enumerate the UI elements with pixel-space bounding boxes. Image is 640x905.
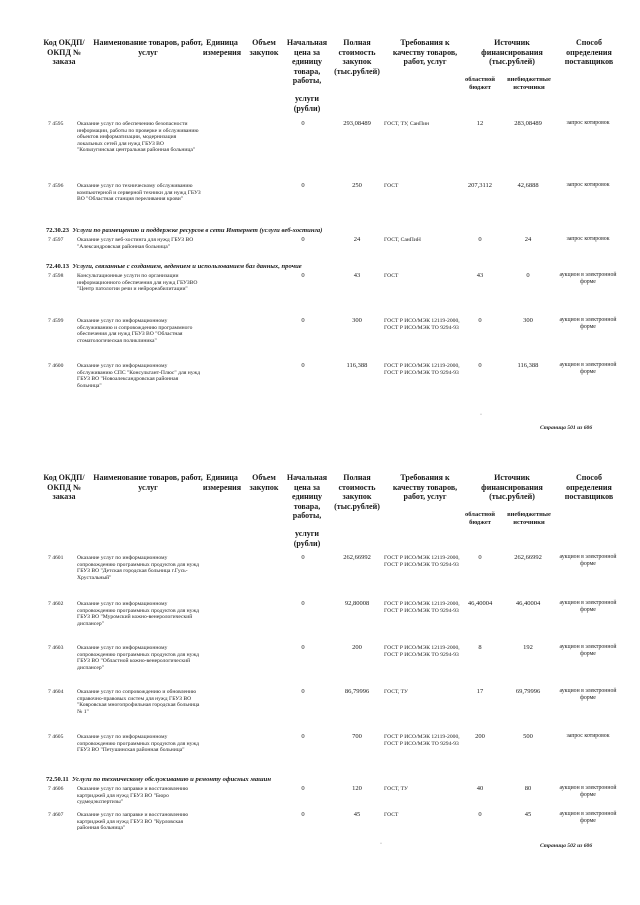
procurement-method: аукцион в электронной форме — [559, 785, 617, 798]
section-title: Услуги по техническому обслуживанию и ремонту офисных машин — [72, 776, 272, 783]
order-number: 7 4599 — [48, 318, 64, 324]
unit-price: 0 — [301, 733, 305, 740]
regional-budget: 0 — [478, 362, 482, 369]
unit-price: 0 — [301, 182, 305, 189]
unit-price: 0 — [301, 272, 305, 279]
item-description: Оказание услуг по заправке и восстановлению картриджей для нужд ГБУЗ ВО "Курловская районная больница" — [77, 812, 189, 832]
regional-budget: 207,3112 — [467, 182, 493, 189]
total-cost: 43 — [353, 272, 361, 279]
unit-price: 0 — [301, 785, 305, 792]
item-description: Оказание услуг по информационному сопровождению программных продуктов для нужд ГБУЗ ВО "Петушинская районная больница" — [77, 734, 200, 754]
header-unit: Единица измерения — [202, 473, 242, 492]
quality-requirement: ГОСТ — [384, 812, 399, 818]
extra-budget: 262,66992 — [514, 554, 542, 561]
header-quality: Требования к качеству товаров, работ, услуг — [392, 38, 458, 66]
header-code: Код ОКДП/ ОКПД № заказа — [43, 38, 85, 66]
total-cost: 262,66992 — [343, 554, 371, 561]
total-cost: 293,08489 — [343, 120, 371, 127]
order-number: 7 4597 — [48, 237, 64, 243]
total-cost: 86,79996 — [344, 688, 370, 695]
quality-requirement: ГОСТ Р ИСО/МЭК 12119-2000, ГОСТ Р ИСО/МЭК ТО 9294-93 — [384, 645, 460, 658]
regional-budget: 46,40004 — [467, 600, 493, 607]
header-budget: областной бюджет — [464, 511, 496, 526]
header-source: Источник финансирования (тыс.рублей) — [481, 473, 543, 501]
order-number: 7 4605 — [48, 734, 64, 740]
regional-budget: 43 — [476, 272, 484, 279]
header-source: Источник финансирования (тыс.рублей) — [481, 38, 543, 66]
quality-requirement: ГОСТ, ТУ — [384, 786, 408, 792]
header-price: Начальная цена за единицу товара, работы, — [286, 38, 328, 85]
procurement-method: запрос котировок — [566, 120, 610, 126]
procurement-method: аукцион в электронной форме — [559, 644, 617, 657]
total-cost: 250 — [352, 182, 362, 189]
total-cost: 300 — [352, 317, 362, 324]
order-number: 7 4600 — [48, 363, 64, 369]
header-volume: Объем закупок — [249, 38, 279, 57]
procurement-method: аукцион в электронной форме — [559, 600, 617, 613]
procurement-method: аукцион в электронной форме — [559, 272, 617, 285]
regional-budget: 40 — [476, 785, 484, 792]
header-extra: внебюджетные источники — [507, 76, 551, 91]
header-price-unit: услуги (рубли) — [293, 94, 321, 113]
section-heading — [46, 263, 302, 271]
section-title: Услуги, связанные с созданием, ведением и использованием баз данных, прочие — [72, 263, 302, 270]
extra-budget: 500 — [523, 733, 533, 740]
unit-price: 0 — [301, 362, 305, 369]
order-number: 7 4601 — [48, 555, 64, 561]
header-volume: Объем закупок — [249, 473, 279, 492]
procurement-method: аукцион в электронной форме — [559, 317, 617, 330]
header-price-unit: услуги (рубли) — [293, 529, 321, 548]
total-cost: 700 — [352, 733, 362, 740]
extra-budget: 80 — [524, 785, 532, 792]
regional-budget: 0 — [478, 811, 482, 818]
extra-budget: 42,6888 — [517, 182, 539, 189]
regional-budget: 200 — [475, 733, 485, 740]
quality-requirement: ГОСТ Р ИСО/МЭК 12119-2000, ГОСТ Р ИСО/МЭК ТО 9294-93 — [384, 318, 460, 331]
item-description: Оказание услуг по сопровождению и обновлению справочно-правовых систем для нужд ГБУЗ ВО "Ковровская многопрофильная городская больница № 1" — [77, 689, 200, 715]
quality-requirement: ГОСТ — [384, 273, 399, 279]
extra-budget: 46,40004 — [515, 600, 541, 607]
total-cost: 120 — [352, 785, 362, 792]
total-cost: 24 — [353, 236, 361, 243]
section-title: Услуги по размещению и поддержке ресурсов в сети Интернет (услуги веб-хостинга) — [72, 227, 323, 234]
page-footer: Страница 502 из 606 — [540, 843, 593, 849]
unit-price: 0 — [301, 236, 305, 243]
item-description: Оказание услуг по информационному обслуживанию и сопровождению программного обеспечения для нужд ГБУЗ ВО "Областная стоматологическая поликлиника" — [77, 318, 193, 344]
extra-budget: 69,79996 — [515, 688, 541, 695]
header-method: Способ определения поставщиков — [564, 38, 614, 66]
extra-budget: 45 — [524, 811, 532, 818]
document-page-502 — [0, 455, 640, 905]
order-number: 7 4602 — [48, 601, 64, 607]
quality-requirement: ГОСТ, ТУ, СанПин — [384, 121, 430, 127]
procurement-method: запрос котировок — [566, 182, 610, 188]
quality-requirement: ГОСТ, ТУ — [384, 689, 408, 695]
header-price: Начальная цена за единицу товара, работы, — [286, 473, 328, 520]
page-footer: Страница 501 из 606 — [540, 425, 593, 431]
section-code: 72.50.11 — [46, 776, 69, 783]
total-cost: 45 — [353, 811, 361, 818]
section-code: 72.40.13 — [46, 263, 70, 270]
item-description: Консультационные услуги по организации информационного обеспечения для нужд ГБУЗВО "Центр патологии речи и нейрореабилитации" — [77, 273, 198, 293]
header-code: Код ОКДП/ ОКПД № заказа — [43, 473, 85, 501]
total-cost: 200 — [352, 644, 362, 651]
item-description: Оказание услуг по заправке и восстановлению картриджей для нужд ГБУЗ ВО "Бюро судмедэкспертизы" — [77, 786, 189, 806]
header-name: Наименование товаров, работ, услуг — [93, 38, 203, 57]
regional-budget: 12 — [476, 120, 484, 127]
order-number: 7 4595 — [48, 121, 64, 127]
header-total: Полная стоимость закупок (тыс.рублей) — [334, 38, 380, 76]
quality-requirement: ГОСТ Р ИСО/МЭК 12119-2000, ГОСТ Р ИСО/МЭК ТО 9294-93 — [384, 734, 460, 747]
scan-mark: · — [480, 412, 482, 418]
section-code: 72.30.23 — [46, 227, 70, 234]
extra-budget: 24 — [524, 236, 532, 243]
item-description: Оказание услуг по техническому обслуживанию компьютерной и серверной техники для нужд ГБУЗ ВО "Областная станция переливания крови" — [77, 183, 201, 203]
document-page-501 — [0, 0, 640, 440]
item-description: Оказание услуг веб-хостинга для нужд ГБУЗ ВО "Александровская районная больница" — [77, 237, 194, 250]
unit-price: 0 — [301, 317, 305, 324]
extra-budget: 0 — [526, 272, 530, 279]
item-description: Оказание услуг по информационному обслуживанию СПС "Консультант-Плюс" для нужд ГБУЗ ВО "Новоалександровская районная больница" — [77, 363, 201, 389]
procurement-method: аукцион в электронной форме — [559, 554, 617, 567]
header-unit: Единица измерения — [202, 38, 242, 57]
procurement-method: аукцион в электронной форме — [559, 362, 617, 375]
total-cost: 92,80008 — [344, 600, 370, 607]
extra-budget: 283,08489 — [514, 120, 542, 127]
order-number: 7 4607 — [48, 812, 64, 818]
unit-price: 0 — [301, 554, 305, 561]
procurement-method: запрос котировок — [566, 236, 610, 242]
quality-requirement: ГОСТ Р ИСО/МЭК 12119-2000, ГОСТ Р ИСО/МЭК ТО 9294-93 — [384, 555, 460, 568]
procurement-method: аукцион в электронной форме — [559, 688, 617, 701]
item-description: Оказание услуг по информационному сопровождению программных продуктов для нужд ГБУЗ ВО "Областной кожно-венерологический диспансер" — [77, 645, 200, 671]
item-description: Оказание услуг по информационному сопровождению программных продуктов для нужд ГБУЗ ВО "Муромский кожно-венерологический диспансер" — [77, 601, 200, 627]
extra-budget: 192 — [523, 644, 533, 651]
regional-budget: 17 — [476, 688, 484, 695]
order-number: 7 4604 — [48, 689, 64, 695]
order-number: 7 4606 — [48, 786, 64, 792]
header-quality: Требования к качеству товаров, работ, услуг — [392, 473, 458, 501]
quality-requirement: ГОСТ Р ИСО/МЭК 12119-2000, ГОСТ Р ИСО/МЭК ТО 9294-93 — [384, 601, 460, 614]
header-extra: внебюджетные источники — [507, 511, 551, 526]
procurement-method: аукцион в электронной форме — [559, 811, 617, 824]
extra-budget: 116,388 — [517, 362, 539, 369]
order-number: 7 4598 — [48, 273, 64, 279]
header-total: Полная стоимость закупок (тыс.рублей) — [334, 473, 380, 511]
regional-budget: 0 — [478, 236, 482, 243]
quality-requirement: ГОСТ Р ИСО/МЭК 12119-2000, ГОСТ Р ИСО/МЭК ТО 9294-93 — [384, 363, 460, 376]
order-number: 7 4603 — [48, 645, 64, 651]
header-name: Наименование товаров, работ, услуг — [93, 473, 203, 492]
item-description: Оказание услуг по обеспечению безопасности информации, работы по проверке и обслуживанию объектов информатизации, модернизация локальных сетей для нужд ГБУЗ ВО "Кольчугинская центральная районная больница" — [77, 121, 199, 154]
unit-price: 0 — [301, 688, 305, 695]
total-cost: 116,388 — [346, 362, 368, 369]
regional-budget: 0 — [478, 317, 482, 324]
procurement-method: запрос котировок — [566, 733, 610, 739]
item-description: Оказание услуг по информационному сопровождению программных продуктов для нужд ГБУЗ ВО "Детская городская больница г.Гусь-Хрустальный" — [77, 555, 200, 581]
header-budget: областной бюджет — [464, 76, 496, 91]
unit-price: 0 — [301, 600, 305, 607]
unit-price: 0 — [301, 811, 305, 818]
unit-price: 0 — [301, 644, 305, 651]
section-heading — [46, 776, 271, 784]
scan-mark: · — [380, 841, 382, 847]
section-heading — [46, 227, 322, 235]
regional-budget: 8 — [478, 644, 482, 651]
quality-requirement: ГОСТ — [384, 183, 399, 189]
header-method: Способ определения поставщиков — [564, 473, 614, 501]
unit-price: 0 — [301, 120, 305, 127]
extra-budget: 300 — [523, 317, 533, 324]
quality-requirement: ГОСТ, СанПиН — [384, 237, 421, 243]
regional-budget: 0 — [478, 554, 482, 561]
order-number: 7 4596 — [48, 183, 64, 189]
